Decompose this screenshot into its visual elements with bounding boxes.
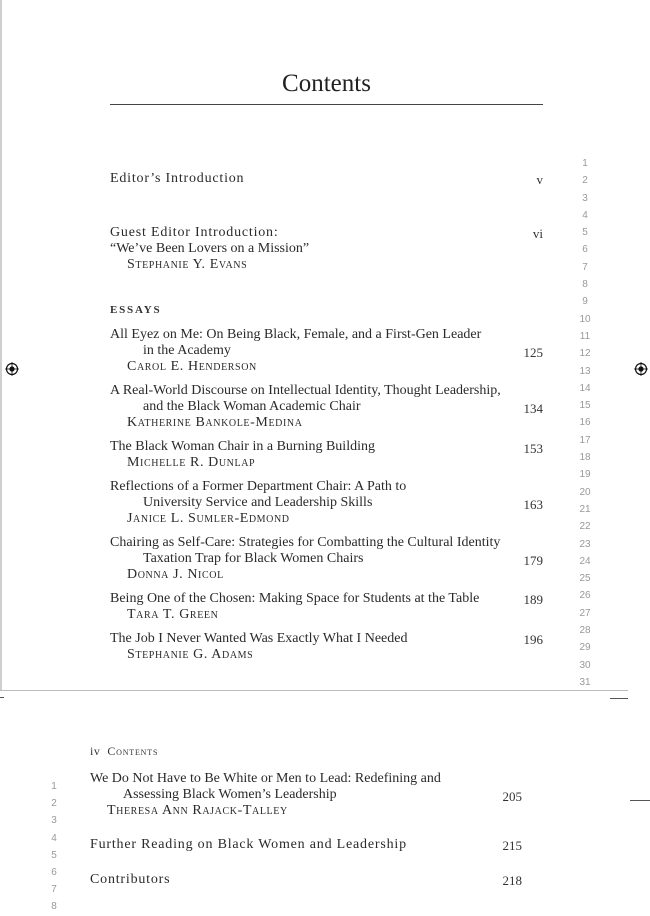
line-number: 20	[579, 486, 591, 498]
page-number: 153	[523, 441, 543, 456]
line-number: 4	[51, 832, 57, 844]
page-number: 218	[502, 873, 522, 888]
entry-title: Further Reading on Black Women and Leadership	[90, 837, 407, 852]
toc-entry-contributors[interactable]	[90, 872, 170, 888]
toc-entry-further-reading[interactable]	[90, 837, 407, 853]
line-number: 25	[579, 573, 591, 585]
running-head	[90, 744, 158, 759]
line-number: 1	[51, 781, 57, 792]
line-number: 31	[579, 676, 591, 688]
entry-author: Katherine Bankole-Medina	[127, 415, 303, 430]
entry-title-cont: Taxation Trap for Black Women Chairs	[143, 551, 364, 566]
page-number: 205	[502, 789, 522, 804]
entry-title-cont: Assessing Black Women’s Leadership	[123, 787, 337, 802]
crop-mark	[610, 698, 628, 699]
line-number: 7	[51, 884, 57, 896]
toc-entry-essay[interactable]	[110, 479, 406, 527]
registration-mark-icon	[5, 362, 19, 376]
toc-entry-essay[interactable]	[110, 535, 500, 583]
toc-entry-essay[interactable]	[110, 591, 479, 623]
toc-entry-editor-intro[interactable]	[110, 171, 244, 187]
entry-title: Chairing as Self-Care: Strategies for Combatting the Cultural Identity	[110, 535, 501, 550]
line-number: 15	[579, 400, 591, 412]
toc-entry-guest-intro[interactable]	[110, 225, 309, 273]
page-number: 163	[523, 497, 543, 512]
entry-title: Editor’s Introduction	[110, 171, 245, 186]
page-number: vi	[532, 226, 543, 241]
page-number: 179	[523, 553, 543, 568]
folio: iv	[90, 744, 101, 758]
page-divider	[0, 690, 628, 691]
line-number: 5	[51, 849, 57, 861]
crop-mark	[630, 800, 650, 801]
line-number: 30	[579, 659, 591, 671]
line-numbers	[44, 778, 64, 916]
line-number: 2	[582, 175, 588, 187]
entry-title: Guest Editor Introduction:	[110, 225, 279, 240]
line-number: 17	[579, 434, 591, 446]
line-number: 22	[579, 521, 591, 533]
line-number: 11	[579, 330, 591, 342]
line-number: 8	[582, 279, 588, 291]
line-number: 12	[579, 348, 591, 360]
entry-title: Being One of the Chosen: Making Space for Students at the Table	[110, 591, 480, 606]
entry-author: Stephanie Y. Evans	[127, 257, 248, 272]
line-number: 27	[579, 607, 591, 619]
line-number: 28	[579, 625, 591, 637]
toc-entry-essay[interactable]	[110, 327, 481, 375]
entry-subtitle: “We’ve Been Lovers on a Mission”	[110, 241, 310, 256]
entry-author: Carol E. Henderson	[127, 359, 257, 374]
entry-title: The Black Woman Chair in a Burning Building	[110, 439, 375, 454]
page-title: Contents	[282, 70, 371, 97]
title-rule	[110, 104, 543, 105]
line-number: 7	[582, 261, 588, 273]
page-number: 125	[523, 345, 543, 360]
page-number: v	[536, 172, 543, 187]
line-number: 2	[51, 798, 57, 810]
line-number: 21	[579, 503, 591, 515]
toc-entry-essay[interactable]	[110, 631, 407, 663]
entry-title-cont: and the Black Woman Academic Chair	[143, 399, 361, 414]
line-number: 23	[579, 538, 591, 550]
line-number: 3	[582, 192, 588, 204]
entry-title: The Job I Never Wanted Was Exactly What I Needed	[110, 631, 408, 646]
entry-title: Reflections of a Former Department Chair: A Path to	[110, 479, 407, 494]
line-number: 5	[582, 227, 588, 239]
entry-title-cont: University Service and Leadership Skills	[143, 495, 373, 510]
page-number: 215	[502, 838, 522, 853]
line-number: 1	[582, 158, 588, 169]
registration-mark-icon	[634, 362, 648, 376]
line-number: 24	[579, 555, 591, 567]
line-number: 9	[582, 296, 588, 308]
toc-entry-essay[interactable]	[110, 439, 375, 471]
entry-author: Theresa Ann Rajack-Talley	[107, 803, 288, 818]
line-number: 16	[579, 417, 591, 429]
line-number: 13	[579, 365, 591, 377]
crop-mark	[0, 697, 4, 698]
line-number: 4	[582, 209, 588, 221]
entry-title-cont: in the Academy	[143, 343, 231, 358]
section-label: ESSAYS	[110, 304, 162, 316]
line-number: 26	[579, 590, 591, 602]
line-numbers	[570, 155, 600, 691]
entry-author: Tara T. Green	[127, 607, 219, 622]
entry-author: Donna J. Nicol	[127, 567, 224, 582]
entry-author: Janice L. Sumler-Edmond	[127, 511, 290, 526]
entry-title: We Do Not Have to Be White or Men to Lead: Redefining and	[90, 771, 441, 786]
line-number: 18	[579, 452, 591, 464]
entry-title: Contributors	[90, 872, 171, 887]
page-number: 196	[523, 632, 543, 647]
entry-title: All Eyez on Me: On Being Black, Female, and a First-Gen Leader	[110, 327, 482, 342]
line-number: 6	[51, 866, 57, 878]
line-number: 10	[579, 313, 591, 325]
entry-author: Michelle R. Dunlap	[127, 455, 256, 470]
line-number: 19	[579, 469, 591, 481]
page-number: 189	[523, 592, 543, 607]
page-edge	[0, 0, 2, 690]
entry-title: A Real-World Discourse on Intellectual Identity, Thought Leadership,	[110, 383, 501, 398]
line-number: 14	[579, 382, 591, 394]
line-number: 8	[51, 901, 57, 913]
entry-author: Stephanie G. Adams	[127, 647, 254, 662]
toc-entry-essay[interactable]	[90, 771, 441, 819]
running-head-title: Contents	[107, 744, 159, 758]
page-number: 134	[523, 401, 543, 416]
line-number: 29	[579, 642, 591, 654]
line-number: 3	[51, 815, 57, 827]
line-number: 6	[582, 244, 588, 256]
toc-entry-essay[interactable]	[110, 383, 501, 431]
